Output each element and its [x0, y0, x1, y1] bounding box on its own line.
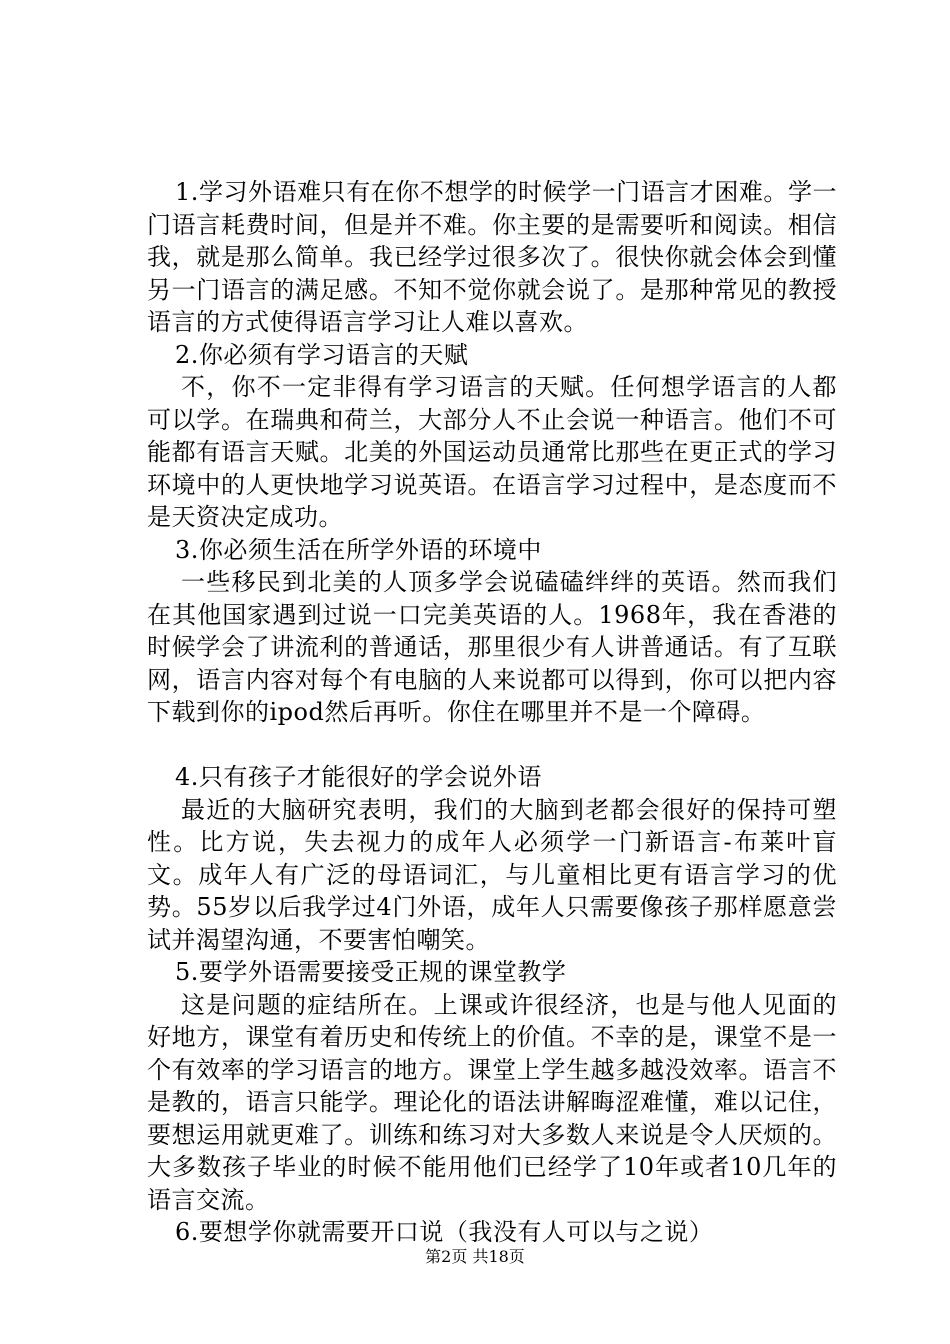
page-footer: 第2页 共18页: [425, 1247, 525, 1266]
heading-2: 2.你必须有学习语言的天赋: [175, 340, 469, 369]
paragraph-1: 1.学习外语难只有在你不想学的时候学一门语言才困难。学一门语言耗费时间，但是并不难。你主要的是需要听和阅读。相信我，就是那么简单。我已经学过很多次了。很快你就会体会到懂另一门语言的满足感。不知不觉你就会说了。是那种常见的教授语言的方式使得语言学习让人难以喜欢。: [147, 178, 837, 336]
paragraph-3: 一些移民到北美的人顶多学会说磕磕绊绊的英语。然而我们在其他国家遇到过说一口完美英语的人。1968年，我在香港的时候学会了讲流利的普通话，那里很少有人讲普通话。有了互联网，语言内容对每个有电脑的人来说都可以得到，你可以把内容下载到你的ipod然后再听。你住在哪里并不是一个障碍。: [147, 568, 837, 726]
heading-3: 3.你必须生活在所学外语的环境中: [175, 535, 542, 564]
heading-5: 5.要学外语需要接受正规的课堂教学: [175, 958, 567, 986]
heading-4: 4.只有孩子才能很好的学会说外语: [175, 763, 542, 791]
heading-6: 6.要想学你就需要开口说（我没有人可以与之说）: [175, 1218, 714, 1246]
document-body: [147, 176, 837, 1249]
blank-line: [147, 729, 837, 762]
paragraph-5: 这是问题的症结所在。上课或许很经济，也是与他人见面的好地方，课堂有着历史和传统上的价值。不幸的是，课堂不是一个有效率的学习语言的地方。课堂上学生越多越没效率。语言不是教的，语言只能学。理论化的语法讲解晦涩难懂，难以记住，要想运用就更难了。训练和练习对大多数人来说是令人厌烦的。大多数孩子毕业的时候不能用他们已经学了10年或者10几年的语言交流。: [147, 990, 837, 1214]
paragraph-4: 最近的大脑研究表明，我们的大脑到老都会很好的保持可塑性。比方说，失去视力的成年人必须学一门新语言-布莱叶盲文。成年人有广泛的母语词汇，与儿童相比更有语言学习的优势。55岁以后我学过4门外语，成年人只需要像孩子那样愿意尝试并渴望沟通，不要害怕嘲笑。: [147, 795, 837, 954]
paragraph-2: 不，你不一定非得有学习语言的天赋。任何想学语言的人都可以学。在瑞典和荷兰，大部分人不止会说一种语言。他们不可能都有语言天赋。北美的外国运动员通常比那些在更正式的学习环境中的人更快地学习说英语。在语言学习过程中，是态度而不是天资决定成功。: [147, 373, 837, 531]
